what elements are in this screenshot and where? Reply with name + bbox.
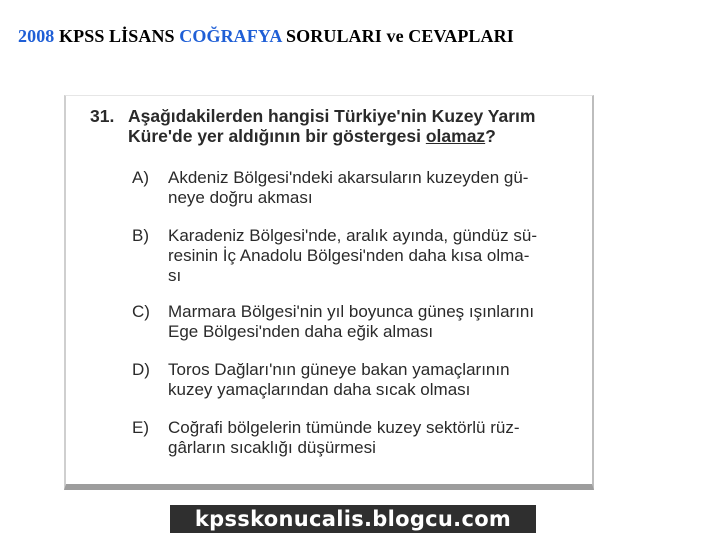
- option-letter: D): [132, 360, 150, 379]
- option-letter: A): [132, 168, 149, 187]
- option-letter: C): [132, 302, 150, 321]
- option-text: Toros Dağları'nın güneye bakan yamaçlarının kuzey yamaçlarından daha sıcak olması: [168, 360, 510, 399]
- option-text: Karadeniz Bölgesi'nde, aralık ayında, gündüz sü- resinin İç Anadolu Bölgesi'nden daha kısa olma- sı: [168, 226, 537, 285]
- option-text: Coğrafi bölgelerin tümünde kuzey sektörlü rüz- gârların sıcaklığı düşürmesi: [168, 418, 520, 457]
- site-url-banner: kpsskonucalis.blogcu.com: [170, 505, 536, 533]
- question-emphasis: olamaz: [425, 126, 486, 146]
- option-text: Marmara Bölgesi'nin yıl boyunca güneş ışınlarını Ege Bölgesi'nden daha eğik alması: [168, 302, 535, 341]
- question-number: 31.: [90, 106, 115, 126]
- option-text: Akdeniz Bölgesi'ndeki akarsuların kuzeyden gü- neye doğru akması: [168, 168, 529, 207]
- title-part2: SORULARI ve CEVAPLARI: [286, 26, 514, 46]
- option-letter: E): [132, 418, 149, 437]
- question-text: [128, 106, 598, 146]
- title-part1: KPSS LİSANS: [59, 26, 175, 46]
- question-line-2: Küre'de yer aldığının bir göstergesi olamaz?: [128, 126, 496, 146]
- title-year: 2008: [18, 26, 55, 46]
- page-title: [18, 26, 514, 47]
- option-letter: B): [132, 226, 149, 245]
- question-line-1: Aşağıdakilerden hangisi Türkiye'nin Kuzey Yarım: [128, 106, 536, 126]
- title-subject: COĞRAFYA: [179, 26, 282, 46]
